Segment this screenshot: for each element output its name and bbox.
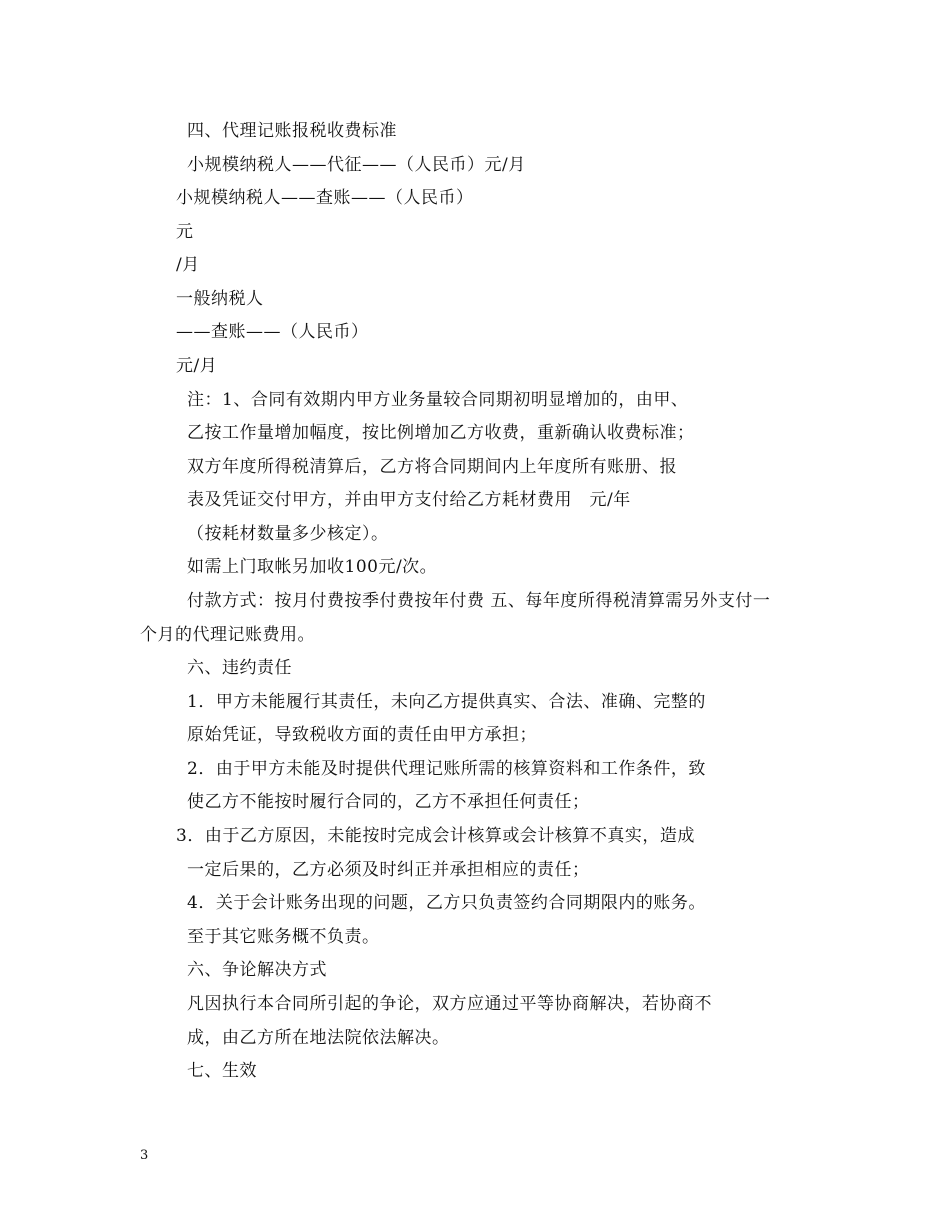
breach-clause-line: 至于其它账务概不负责。 [187, 927, 380, 947]
payment-method-line: 付款方式：按月付费按季付费按年付费 五、每年度所得税清算需另外支付一 [187, 591, 771, 611]
breach-clause-line: 使乙方不能按时履行合同的，乙方不承担任何责任； [187, 792, 590, 812]
fee-line-unit-yuan: 元 [176, 222, 194, 242]
section-heading-dispute: 六、争论解决方式 [187, 960, 327, 980]
fee-line-general-audit: ——查账——（人民币） [176, 322, 369, 342]
breach-clause-line: 原始凭证，导致税收方面的责任由甲方承担； [187, 725, 537, 745]
breach-clause-line: 4．关于会计账务出现的问题，乙方只负责签约合同期限内的账务。 [187, 893, 706, 913]
fee-line-unit-month: /月 [176, 255, 200, 275]
fee-line-small-taxpayer-collection: 小规模纳税人——代征——（人民币）元/月 [187, 155, 526, 175]
note-paragraph-line: 双方年度所得税清算后，乙方将合同期间内上年度所有账册、报 [187, 457, 677, 477]
note-paragraph-line: 表及凭证交付甲方，并由甲方支付给乙方耗材费用 元/年 [187, 490, 631, 510]
breach-clause-line: 3．由于乙方原因，未能按时完成会计核算或会计核算不真实，造成 [176, 826, 695, 846]
section-heading-breach: 六、违约责任 [187, 658, 292, 678]
note-paragraph-line: （按耗材数量多少核定）。 [187, 524, 389, 544]
breach-clause-line: 2．由于甲方未能及时提供代理记账所需的核算资料和工作条件，致 [187, 759, 706, 779]
section-heading-fee-standard: 四、代理记账报税收费标准 [187, 121, 397, 141]
breach-clause-line: 一定后果的，乙方必须及时纠正并承担相应的责任； [187, 860, 590, 880]
page-number: 3 [140, 1148, 149, 1163]
section-heading-effective: 七、生效 [187, 1061, 257, 1081]
fee-line-general-taxpayer: 一般纳税人 [176, 289, 264, 309]
fee-line-small-taxpayer-audit: 小规模纳税人——查账——（人民币） [176, 188, 474, 208]
dispute-clause-line: 凡因执行本合同所引起的争论，双方应通过平等协商解决，若协商不 [187, 994, 712, 1014]
dispute-clause-line: 成，由乙方所在地法院依法解决。 [187, 1028, 450, 1048]
breach-clause-line: 1．甲方未能履行其责任，未向乙方提供真实、合法、准确、完整的 [187, 692, 706, 712]
payment-method-continuation: 个月的代理记账费用。 [140, 625, 315, 645]
fee-line-yuan-month: 元/月 [176, 356, 218, 376]
note-paragraph-line: 乙按工作量增加幅度，按比例增加乙方收费，重新确认收费标准； [187, 423, 695, 443]
home-pickup-fee-line: 如需上门取帐另加收100元/次。 [187, 557, 438, 577]
note-paragraph-line: 注：1、合同有效期内甲方业务量较合同期初明显增加的，由甲、 [187, 390, 689, 410]
